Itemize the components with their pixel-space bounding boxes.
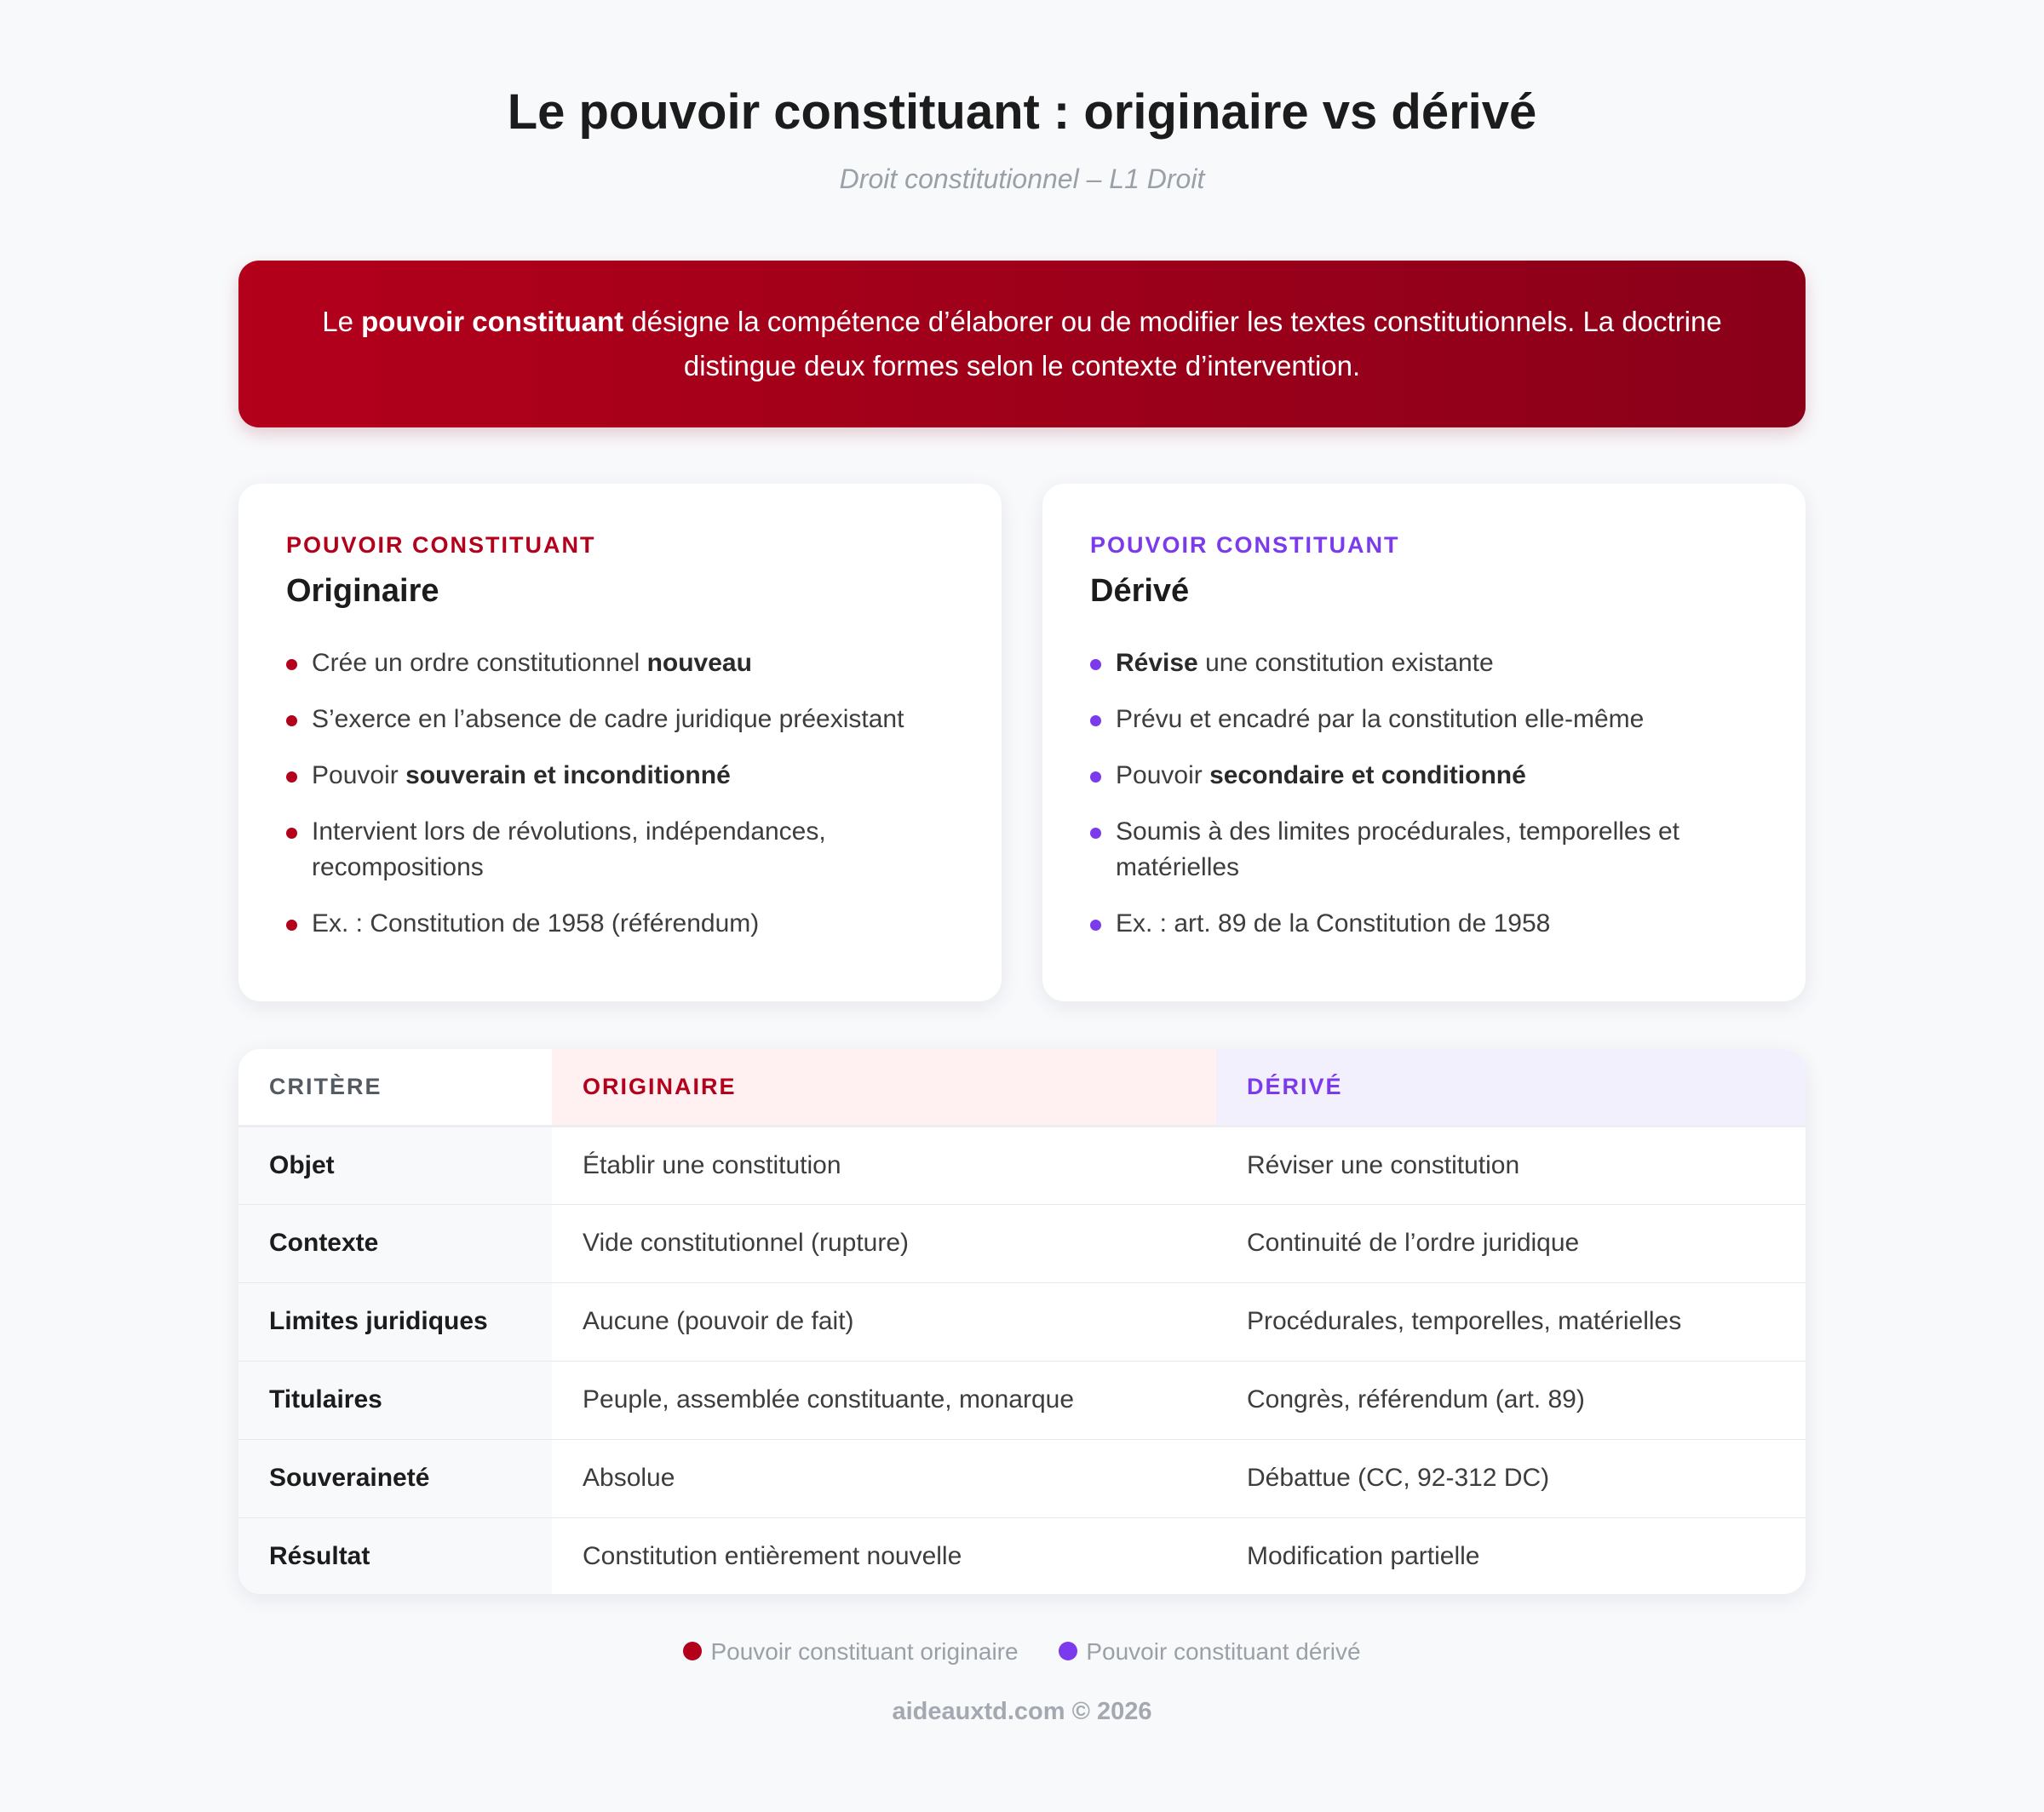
intro-bold-term: pouvoir constituant [361, 306, 624, 337]
bullet-dot-icon [286, 715, 297, 726]
bullet-text: Pouvoir [312, 761, 406, 789]
column-header-critere: CRITÈRE [238, 1049, 552, 1126]
bullet-dot-icon [286, 659, 297, 670]
bullet-text: Ex. : Constitution de 1958 (référendum) [312, 909, 760, 938]
cell-originaire: Établir une constitution [552, 1126, 1216, 1204]
bullet-text: Prévu et encadré par la constitution elle-même [1116, 705, 1645, 733]
card-originaire [238, 484, 1002, 1001]
cell-originaire: Constitution entièrement nouvelle [583, 1542, 962, 1571]
bullet-bold: souverain et inconditionné [405, 761, 731, 789]
row-label: Titulaires [238, 1361, 552, 1439]
bullet-bold: secondaire et conditionné [1209, 761, 1526, 789]
card-title: Originaire [286, 573, 439, 609]
comparison-table [238, 1049, 1806, 1594]
cell-derive: Réviser une constitution [1216, 1126, 1806, 1204]
table-row [238, 1361, 1806, 1439]
page-title: Le pouvoir constituant : originaire vs dérivé [507, 84, 1537, 140]
table-row [238, 1126, 1806, 1204]
bullet-dot-icon [1090, 920, 1101, 931]
column-header-derive: DÉRIVÉ [1216, 1049, 1806, 1126]
bullet-item [1090, 906, 1758, 942]
bullet-text: une constitution existante [1205, 649, 1494, 677]
legend-label: Pouvoir constituant originaire [710, 1638, 1019, 1665]
bullet-item [286, 758, 954, 794]
card-kicker: POUVOIR CONSTITUANT [1090, 532, 1400, 558]
intro-prefix: Le [322, 306, 362, 337]
legend-item-originaire [683, 1637, 1018, 1667]
bullet-text: S’exerce en l’absence de cadre juridique préexistant [312, 705, 904, 733]
bullet-item [286, 702, 954, 737]
cell-originaire: Absolue [552, 1439, 1216, 1517]
row-label: Résultat [238, 1517, 552, 1594]
bullet-text: Intervient lors de révolutions, indépendances, recompositions [312, 817, 826, 881]
row-label: Limites juridiques [238, 1282, 552, 1361]
intro-text [315, 300, 1729, 388]
bullet-text: Soumis à des limites procédurales, temporelles et matérielles [1116, 817, 1679, 881]
legend-item-derive [1059, 1637, 1360, 1667]
card-kicker: POUVOIR CONSTITUANT [286, 532, 596, 558]
bullet-item [286, 906, 954, 942]
table-row [238, 1517, 1806, 1594]
bullet-list [286, 645, 954, 942]
bullet-bold: Révise [1116, 649, 1198, 677]
table-header-row [238, 1049, 1806, 1126]
card-title: Dérivé [1090, 573, 1190, 609]
bullet-item [286, 814, 954, 886]
bullet-item [1090, 814, 1758, 886]
header [0, 0, 2044, 196]
bullet-text: Crée un ordre constitutionnel [312, 649, 647, 677]
bullet-list [1090, 645, 1758, 942]
cell-derive: Congrès, référendum (art. 89) [1216, 1361, 1806, 1439]
cell-derive: Continuité de l’ordre juridique [1216, 1204, 1806, 1282]
bullet-text: Pouvoir [1116, 761, 1210, 789]
bullet-dot-icon [1090, 715, 1101, 726]
comparison-table-grid [238, 1049, 1806, 1594]
table-row [238, 1282, 1806, 1361]
bullet-dot-icon [286, 828, 297, 839]
column-header-originaire: ORIGINAIRE [552, 1049, 1216, 1126]
bullet-item [1090, 702, 1758, 737]
cell-originaire: Aucune (pouvoir de fait) [552, 1282, 1216, 1361]
bullet-item [286, 645, 954, 681]
bullet-dot-icon [1090, 828, 1101, 839]
table-row [238, 1204, 1806, 1282]
table-row [238, 1439, 1806, 1517]
cell-derive: Débattue (CC, 92-312 DC) [1216, 1439, 1806, 1517]
bullet-dot-icon [1090, 659, 1101, 670]
cell-originaire: Peuple, assemblée constituante, monarque [552, 1361, 1216, 1439]
intro-banner [238, 261, 1806, 427]
bullet-item [1090, 758, 1758, 794]
legend-dot-red-icon [683, 1642, 702, 1660]
cell-derive: Modification partielle [1247, 1542, 1480, 1571]
legend [0, 1637, 2044, 1667]
footer-credit: aideauxtd.com © 2026 [892, 1698, 1152, 1725]
bullet-bold: nouveau [646, 649, 752, 677]
legend-dot-purple-icon [1059, 1642, 1077, 1660]
bullet-item [1090, 645, 1758, 681]
bullet-dot-icon [286, 920, 297, 931]
bullet-dot-icon [286, 771, 297, 783]
card-derive [1042, 484, 1806, 1001]
legend-label: Pouvoir constituant dérivé [1086, 1638, 1361, 1665]
cell-originaire: Vide constitutionnel (rupture) [552, 1204, 1216, 1282]
cell-derive: Procédurales, temporelles, matérielles [1216, 1282, 1806, 1361]
row-label: Contexte [238, 1204, 552, 1282]
bullet-text: Ex. : art. 89 de la Constitution de 1958 [1116, 909, 1551, 938]
page-subtitle: Droit constitutionnel – L1 Droit [839, 163, 1205, 194]
intro-suffix: désigne la compétence d’élaborer ou de modifier les textes constitutionnels. La doctrine distingue deux formes selon le contexte d’intervention. [623, 306, 1722, 381]
bullet-dot-icon [1090, 771, 1101, 783]
row-label: Souveraineté [238, 1439, 552, 1517]
row-label: Objet [238, 1126, 552, 1204]
